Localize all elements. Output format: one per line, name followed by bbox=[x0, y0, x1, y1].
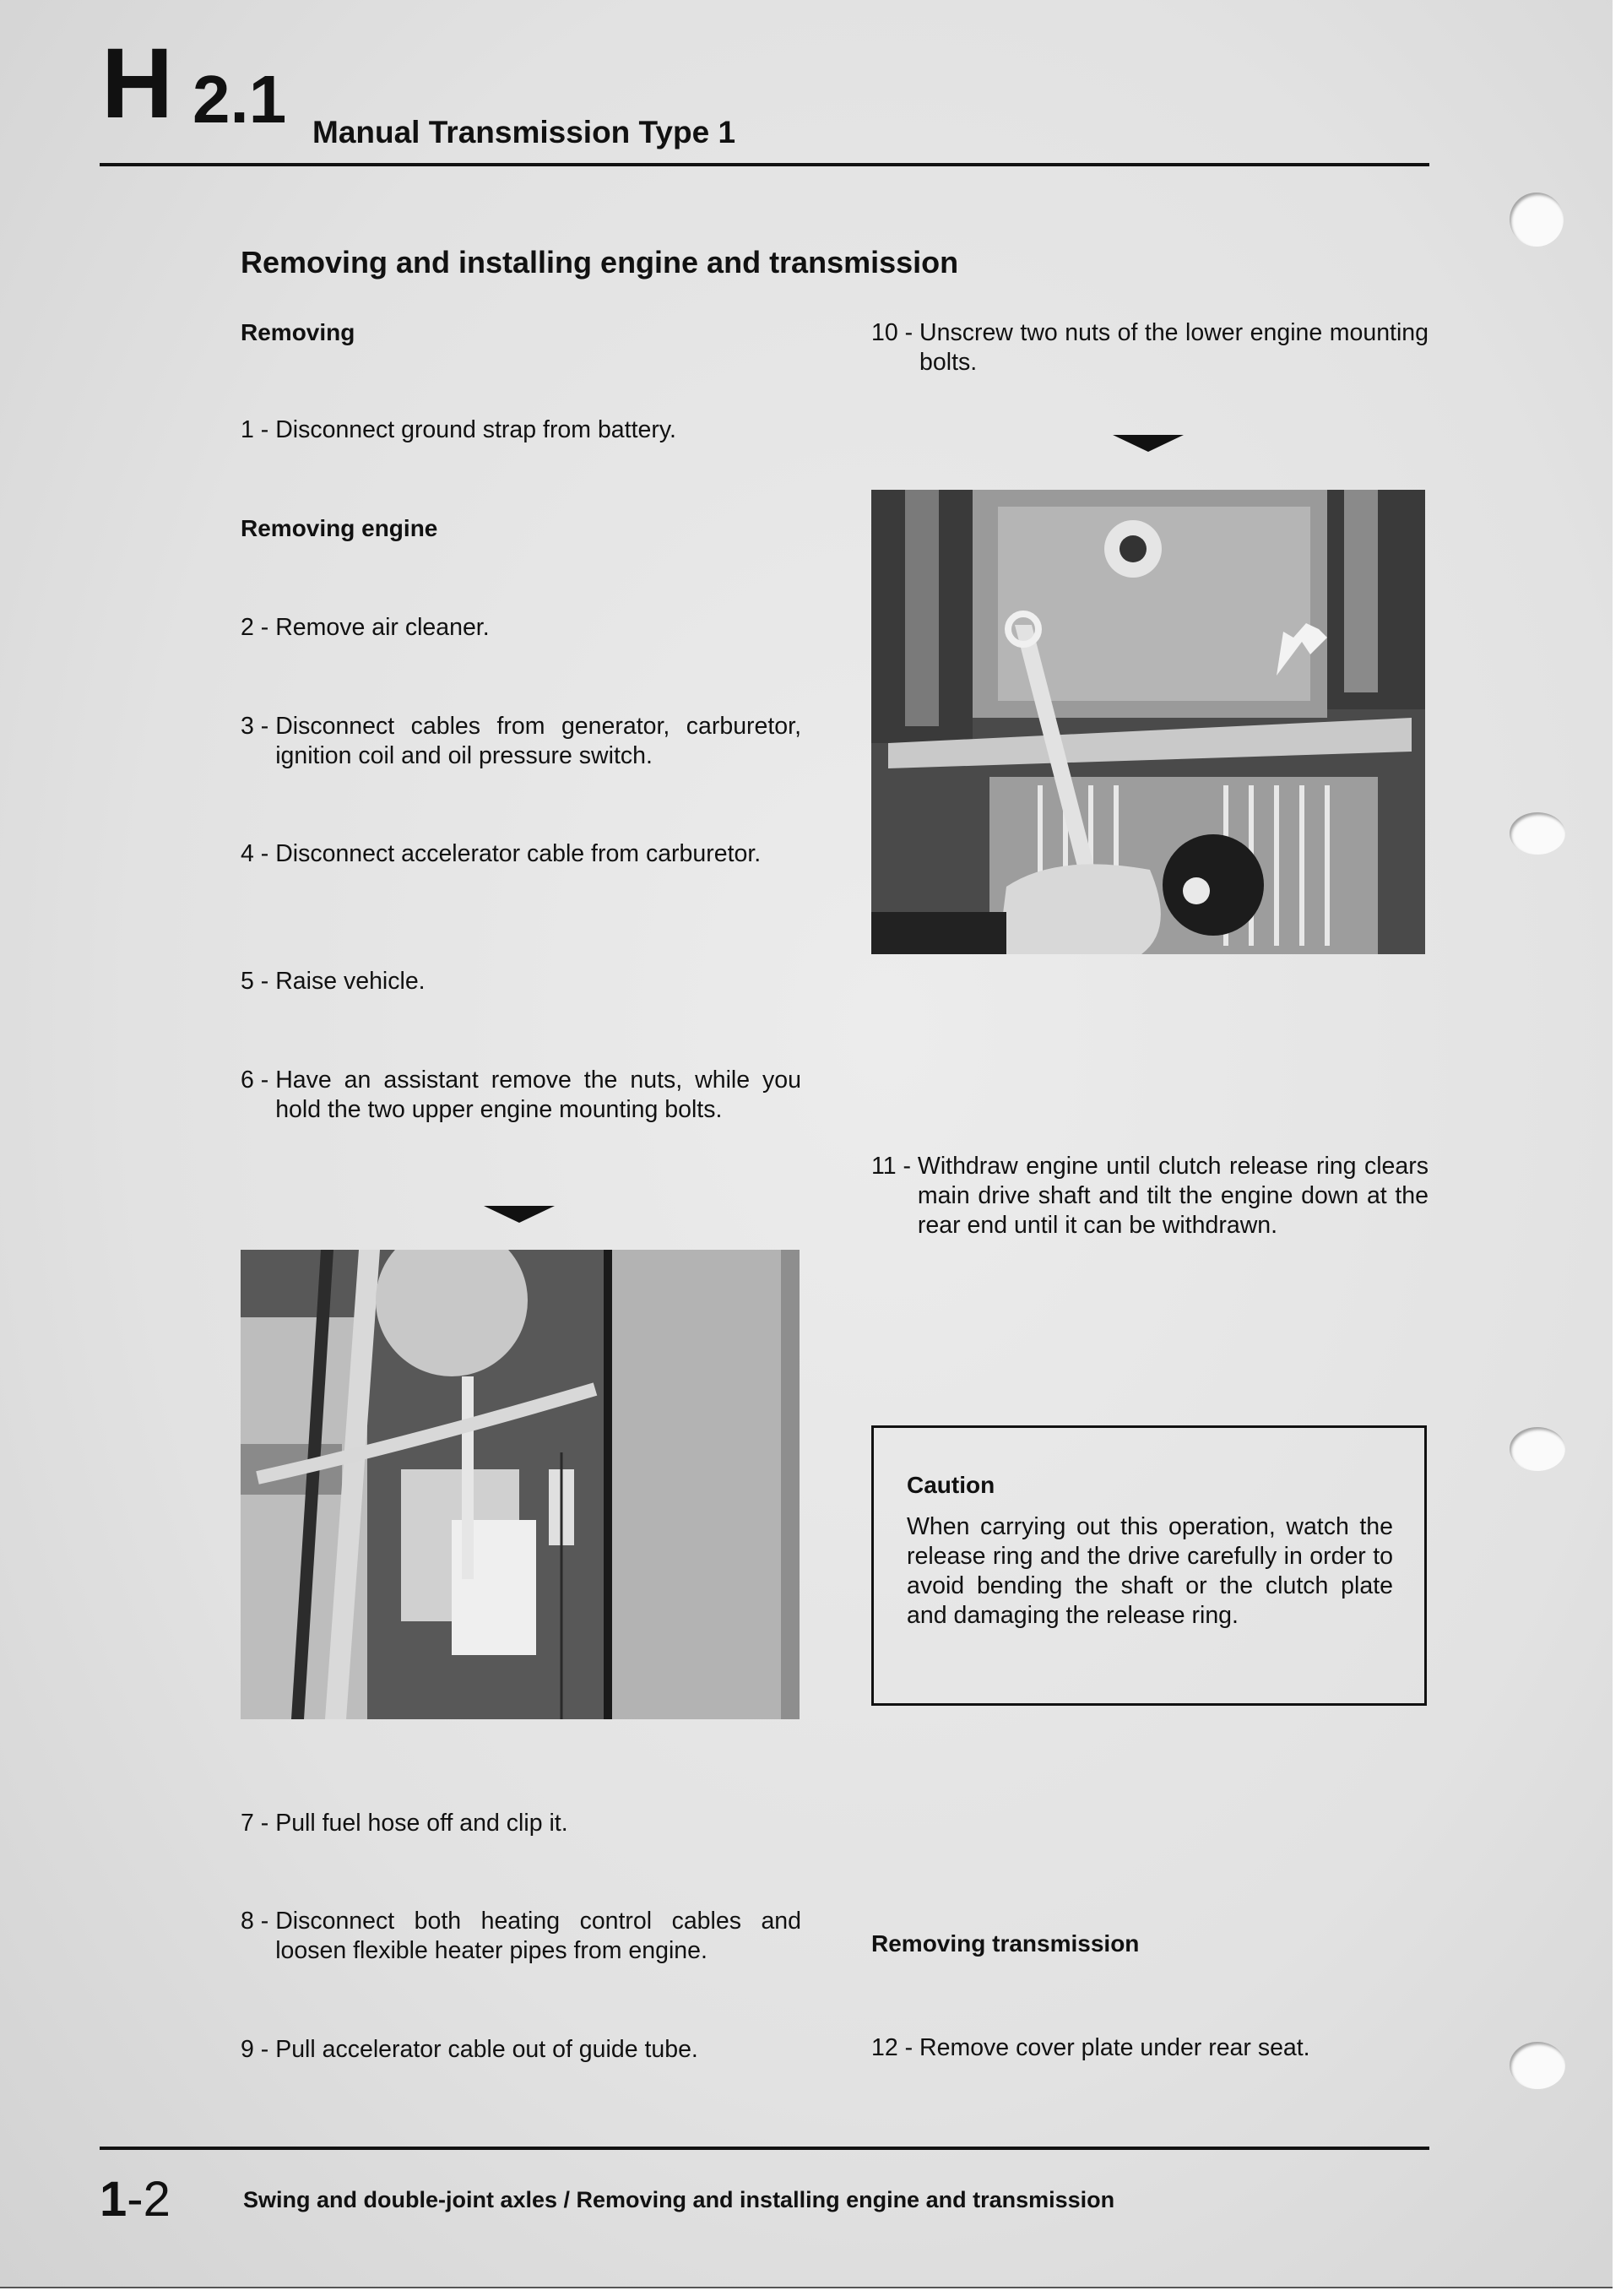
page-number bbox=[100, 2172, 171, 2227]
step-9 bbox=[241, 2035, 801, 2065]
step-text: Pull fuel hose off and clip it. bbox=[275, 1810, 568, 1837]
step-2 bbox=[241, 613, 801, 643]
step-12 bbox=[871, 2033, 1429, 2063]
section-letter: H bbox=[101, 28, 172, 139]
step-text: Raise vehicle. bbox=[275, 968, 426, 995]
step-text: Disconnect accelerator cable from carburetor. bbox=[275, 840, 762, 867]
step-number: 3 - bbox=[241, 713, 276, 740]
step-number: 4 - bbox=[241, 840, 276, 867]
figure-pointer-arrow-icon bbox=[1113, 435, 1184, 452]
step-number: 6 - bbox=[241, 1067, 276, 1094]
step-number: 2 - bbox=[241, 614, 276, 641]
step-number: 12 - bbox=[871, 2034, 920, 2061]
step-7 bbox=[241, 1809, 801, 1838]
binder-hole-icon bbox=[1510, 193, 1564, 247]
step-number: 1 - bbox=[241, 416, 276, 443]
step-10 bbox=[871, 318, 1429, 377]
lower-mount-photo bbox=[871, 490, 1425, 954]
subheading-removing-engine: Removing engine bbox=[241, 515, 438, 541]
engine-underside-illustration bbox=[871, 490, 1425, 954]
step-3 bbox=[241, 712, 801, 771]
step-number: 9 - bbox=[241, 2036, 276, 2063]
caution-title: Caution bbox=[907, 1472, 995, 1498]
step-number: 11 - bbox=[871, 1153, 918, 1180]
step-number: 10 - bbox=[871, 319, 920, 346]
step-8 bbox=[241, 1907, 801, 1966]
binder-hole-icon bbox=[1510, 2042, 1565, 2089]
step-text: Disconnect ground strap from battery. bbox=[275, 416, 676, 443]
step-text: Disconnect cables from generator, carburetor, ignition coil and oil pressure switch. bbox=[275, 713, 801, 769]
page-dash: - bbox=[127, 2172, 144, 2227]
binder-hole-icon bbox=[1510, 1427, 1565, 1471]
step-5 bbox=[241, 967, 801, 996]
step-text: Unscrew two nuts of the lower engine mounting bolts. bbox=[919, 319, 1429, 376]
figure-pointer-arrow-icon bbox=[484, 1206, 555, 1223]
step-text: Pull accelerator cable out of guide tube. bbox=[275, 2036, 698, 2063]
page-index: 2 bbox=[143, 2172, 171, 2227]
section-title: Removing and installing engine and transmission bbox=[241, 245, 959, 280]
header-rule bbox=[100, 163, 1429, 166]
subheading-removing-transmission: Removing transmission bbox=[871, 1930, 1140, 1957]
step-text: Withdraw engine until clutch release ring clears main drive shaft and tilt the engine down at the rear end until it can be withdrawn. bbox=[917, 1153, 1429, 1239]
subheading-removing: Removing bbox=[241, 319, 355, 345]
footer-text: Swing and double-joint axles / Removing and installing engine and transmission bbox=[243, 2187, 1115, 2212]
step-11 bbox=[871, 1152, 1429, 1240]
step-1 bbox=[241, 415, 801, 445]
step-number: 7 - bbox=[241, 1810, 276, 1837]
binder-hole-icon bbox=[1510, 812, 1565, 855]
engine-bolt-illustration bbox=[241, 1250, 800, 1719]
step-text: Have an assistant remove the nuts, while you hold the two upper engine mounting bolts. bbox=[275, 1067, 801, 1123]
step-4 bbox=[241, 839, 801, 869]
section-number: 2.1 bbox=[192, 62, 287, 137]
caution-body: When carrying out this operation, watch the release ring and the drive carefully in order to avoid bending the shaft or the clutch plate and damaging the release ring. bbox=[907, 1513, 1393, 1629]
step-6 bbox=[241, 1066, 801, 1125]
upper-mount-photo bbox=[241, 1250, 800, 1719]
page-chapter: 1 bbox=[100, 2172, 127, 2227]
page-title: Manual Transmission Type 1 bbox=[312, 115, 736, 149]
step-number: 5 - bbox=[241, 968, 276, 995]
caution-box bbox=[871, 1425, 1427, 1706]
step-text: Disconnect both heating control cables and loosen flexible heater pipes from engine. bbox=[275, 1908, 801, 1964]
step-text: Remove cover plate under rear seat. bbox=[919, 2034, 1310, 2061]
step-text: Remove air cleaner. bbox=[275, 614, 490, 641]
footer-rule bbox=[100, 2147, 1429, 2150]
step-number: 8 - bbox=[241, 1908, 276, 1935]
